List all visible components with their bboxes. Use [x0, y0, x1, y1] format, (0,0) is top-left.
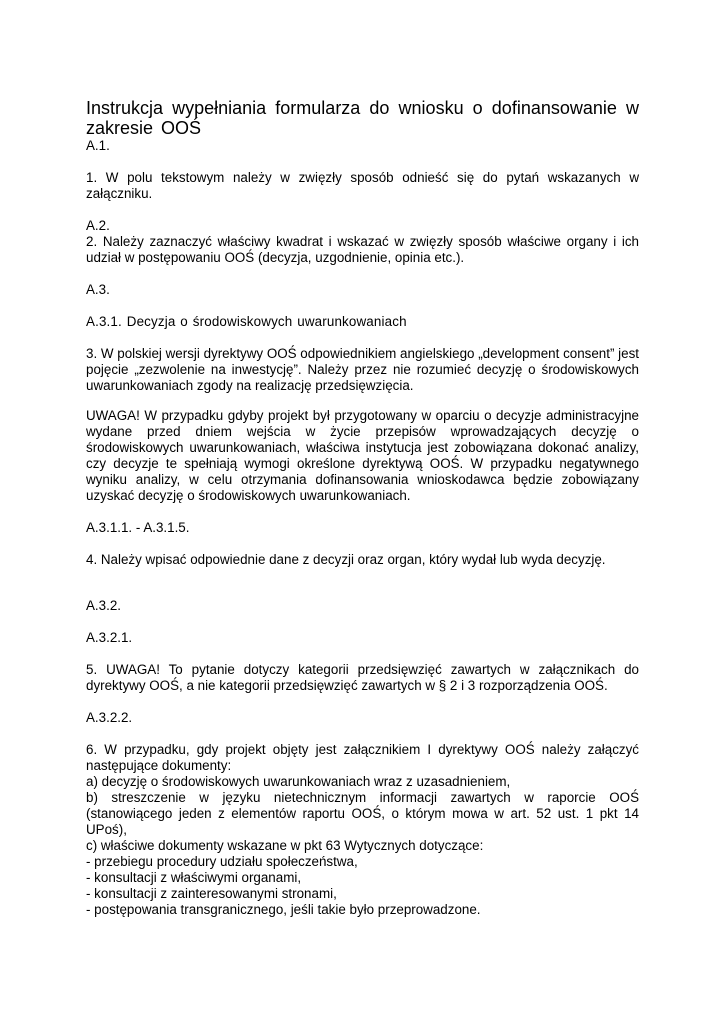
paragraph-3: 3. W polskiej wersji dyrektywy OOŚ odpowiednikiem angielskiego „development consent” jest pojęcie „zezwolenie na inwestycję”. Należy przez nie rozumieć decyzję o środowiskowych uwarunkowaniach zgody na realizację przedsięwzięcia. — [86, 346, 639, 393]
document-content — [86, 98, 639, 918]
paragraph-5: 5. UWAGA! To pytanie dotyczy kategorii przedsięwzięć zawartych w załącznikach do dyrektywy OOŚ, a nie kategorii przedsięwzięć zawartych w § 2 i 3 rozporządzenia OOŚ. — [86, 662, 639, 693]
section-heading-a3-2: A.3.2. — [86, 598, 121, 613]
list-item: c) właściwe dokumenty wskazane w pkt 63 Wytycznych dotyczące: — [86, 838, 484, 853]
list-item: - konsultacji z zainteresowanymi stronami, — [86, 886, 337, 901]
section-heading-a3-2-1: A.3.2.1. — [86, 630, 133, 645]
paragraph-1: 1. W polu tekstowym należy w zwięzły sposób odnieść się do pytań wskazanych w załączniku. — [86, 170, 639, 201]
paragraph-4: 4. Należy wpisać odpowiednie dane z decyzji oraz organ, który wydał lub wyda decyzję. — [86, 552, 606, 567]
paragraph-uwaga: UWAGA! W przypadku gdyby projekt był przygotowany w oparciu o decyzje administracyjne wydane przed dniem wejścia w życie przepisów wprowadzających decyzję o środowiskowych uwarunkowaniach, właściwa instytucja jest zobowiązana dokonać analizy, czy decyzje te spełniają wymogi określone dyrektywą OOŚ. W przypadku negatywnego wyniku analizy, w celu otrzymania dofinansowania wnioskodawca będzie zobowiązany uzyskać decyzję o środowiskowych uwarunkowaniach. — [86, 408, 639, 503]
list-item: - postępowania transgranicznego, jeśli takie było przeprowadzone. — [86, 902, 481, 917]
list-item: - konsultacji z właściwymi organami, — [86, 870, 302, 885]
list-item: b) streszczenie w języku nietechnicznym informacji zawartych w raporcie OOŚ (stanowiącego jeden z elementów raportu OOŚ, o którym mowa w art. 52 ust. 1 pkt 14 UPoś), — [86, 790, 639, 837]
section-heading-a3: A.3. — [86, 282, 110, 297]
section-heading-a3-2-2: A.3.2.2. — [86, 710, 133, 725]
section-heading-a2: A.2. — [86, 218, 110, 233]
section-heading-a1: A.1. — [86, 138, 110, 153]
section-heading-a3-1: A.3.1. Decyzja o środowiskowych uwarunkowaniach — [86, 314, 407, 329]
section-heading-a3-1-1: A.3.1.1. - A.3.1.5. — [86, 520, 190, 535]
document-title: Instrukcja wypełniania formularza do wniosku o dofinansowanie w zakresie OOŚ — [86, 98, 639, 138]
list-item: - przebiegu procedury udziału społeczeństwa, — [86, 854, 358, 869]
paragraph-6: 6. W przypadku, gdy projekt objęty jest załącznikiem I dyrektywy OOŚ należy załączyć następujące dokumenty: — [86, 742, 639, 773]
paragraph-2: 2. Należy zaznaczyć właściwy kwadrat i wskazać w zwięzły sposób właściwe organy i ich udział w postępowaniu OOŚ (decyzja, uzgodnienie, opinia etc.). — [86, 234, 639, 265]
list-item: a) decyzję o środowiskowych uwarunkowaniach wraz z uzasadnieniem, — [86, 774, 511, 789]
